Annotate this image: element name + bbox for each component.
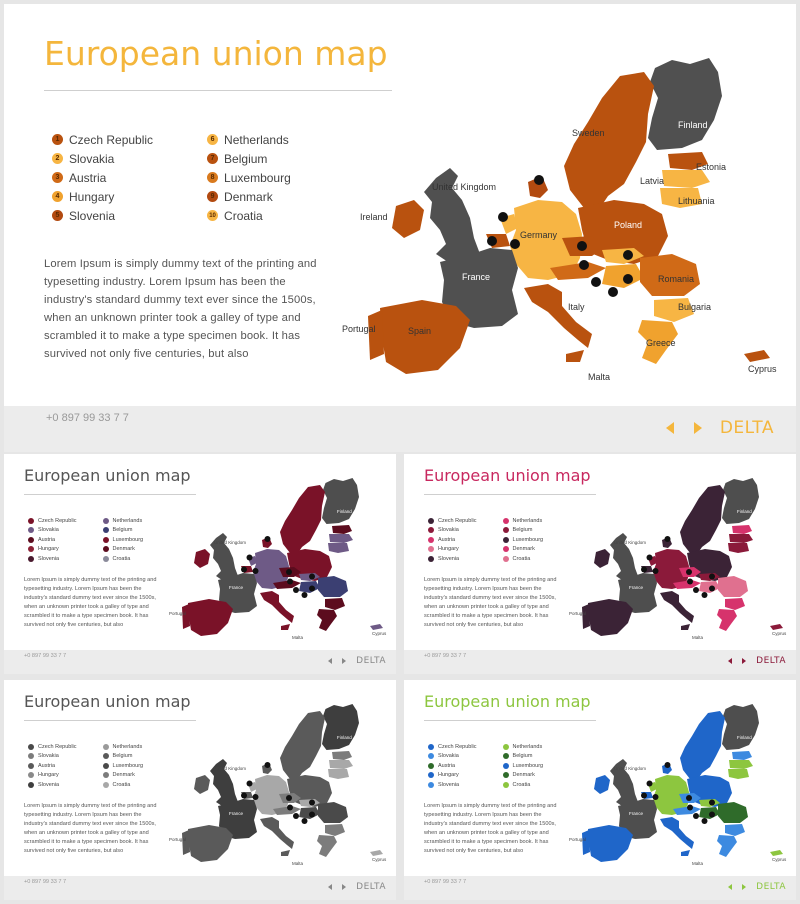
legend-label: Croatia [224, 208, 263, 223]
legend-item [503, 780, 544, 790]
legend-label: Netherlands [112, 743, 143, 750]
label-poland: Poland [614, 220, 643, 230]
label-latvia: Latvia [640, 176, 665, 186]
sicily-region [566, 350, 584, 362]
label-malta: Malta [692, 861, 704, 866]
legend-dot [503, 546, 509, 552]
legend-item [28, 780, 77, 790]
europe-map [169, 704, 394, 869]
finland-region [648, 58, 722, 150]
label-france: France [229, 811, 244, 816]
legend-item [428, 742, 477, 752]
legend-item [28, 535, 77, 545]
right-arrow-icon[interactable] [342, 884, 346, 890]
label-bulgaria: Bulgaria [678, 302, 712, 312]
legend-item [207, 130, 291, 149]
main-title: European union map [44, 34, 388, 73]
legend-label: Denmark [112, 772, 135, 779]
legend-dot [28, 537, 34, 543]
label-finland: Finland [737, 735, 752, 740]
legend [52, 130, 291, 225]
title-rule [44, 90, 392, 91]
legend-label: Netherlands [512, 517, 543, 524]
label-malta: Malta [588, 372, 611, 382]
legend-dot: 7 [207, 153, 218, 164]
legend [428, 742, 543, 790]
legend-label: Czech Republic [69, 132, 154, 147]
label-france: France [629, 585, 644, 590]
legend-item [428, 554, 477, 564]
left-arrow-icon[interactable] [666, 422, 674, 434]
legend-item [503, 554, 544, 564]
label-finland: Finland [737, 509, 752, 514]
thumbnail-slide[interactable] [404, 680, 796, 876]
legend-dot [28, 546, 34, 552]
legend-item [28, 771, 77, 781]
legend-dot: 1 [52, 134, 63, 145]
legend-item [28, 516, 77, 526]
legend-item [52, 187, 153, 206]
label-greece: Greece [646, 338, 676, 348]
legend-label: Netherlands [224, 132, 289, 147]
legend-dot [28, 527, 34, 533]
legend-dot [28, 753, 34, 759]
thumbnail-title: European union map [424, 466, 591, 485]
label-malta: Malta [292, 635, 304, 640]
label-estonia: Estonia [696, 162, 727, 172]
spain-region [380, 300, 470, 374]
legend-label: Slovenia [69, 208, 116, 223]
legend-label: Hungary [69, 189, 115, 204]
legend-label: Luxembourg [512, 536, 544, 543]
legend-label: Belgium [112, 753, 133, 760]
label-cyprus: Cyprus [772, 857, 787, 862]
legend-label: Hungary [438, 546, 459, 553]
legend-dot [428, 744, 434, 750]
portugal-region [368, 310, 384, 360]
legend-dot [428, 518, 434, 524]
europe-map [569, 704, 794, 869]
legend-dot [103, 518, 109, 524]
legend-item [207, 206, 291, 225]
label-lithuania: Lithuania [678, 196, 715, 206]
legend-dot [503, 782, 509, 788]
cyprus-region [744, 350, 770, 362]
legend-label: Netherlands [112, 517, 143, 524]
label-cyprus: Cyprus [372, 857, 387, 862]
brand-logo: DELTA [756, 882, 786, 892]
body-text: Lorem Ipsum is simply dummy text of the printing and typesetting industry. Lorem Ipsum has been the industry's standard dummy text ever since the 1500s, when an unknown printer took a galley of type and scrambled it to make a type specimen book. It has survived not only five centuries, but also [424, 803, 557, 854]
body-text: Lorem Ipsum is simply dummy text of the printing and typesetting industry. Lorem Ipsum has been the industry's standard dummy text ever since the 1500s, when an unknown printer took a galley of type and scrambled it to make a type specimen book. It has survived not only five centuries, but also [24, 803, 157, 854]
thumbnail-title: European union map [24, 692, 191, 711]
legend-item [503, 535, 544, 545]
legend-label: Austria [438, 536, 456, 543]
legend-item [503, 771, 544, 781]
label-portugal: Portugal [569, 611, 586, 616]
legend-label: Belgium [224, 151, 268, 166]
thumbnail-nav [728, 656, 786, 666]
legend-dot: 3 [52, 172, 63, 183]
label-uk: United Kingdom [614, 766, 647, 771]
phone-number: +0 897 99 33 7 7 [24, 653, 67, 659]
legend-item [207, 187, 291, 206]
legend-label: Czech Republic [38, 743, 77, 750]
thumbnail-nav [328, 882, 386, 892]
legend-label: Slovakia [69, 151, 115, 166]
legend-dot [103, 772, 109, 778]
legend-label: Croatia [512, 781, 531, 788]
legend-dot [103, 753, 109, 759]
legend-item [503, 526, 544, 536]
legend-dot [103, 763, 109, 769]
legend-label: Luxembourg [512, 762, 544, 769]
thumbnail-footer [4, 650, 396, 674]
legend-dot [103, 782, 109, 788]
legend-dot [28, 772, 34, 778]
legend-label: Austria [69, 170, 107, 185]
legend-item [28, 761, 77, 771]
ireland-region [392, 200, 424, 238]
legend-dot: 10 [207, 210, 218, 221]
legend-item [103, 526, 144, 536]
legend-dot [503, 744, 509, 750]
label-portugal: Portugal [169, 837, 186, 842]
legend-dot: 6 [207, 134, 218, 145]
legend-item [428, 780, 477, 790]
legend-dot [503, 556, 509, 562]
legend-dot [503, 772, 509, 778]
legend-item [503, 545, 544, 555]
legend-label: Denmark [112, 546, 135, 553]
label-uk: United Kingdom [214, 766, 247, 771]
thumbnail-footer [404, 650, 796, 674]
legend-dot [428, 546, 434, 552]
legend-dot [428, 527, 434, 533]
legend-dot [428, 753, 434, 759]
legend-label: Netherlands [512, 743, 543, 750]
legend-label: Belgium [112, 527, 133, 534]
thumbnail-slide[interactable] [4, 680, 396, 876]
legend-label: Croatia [112, 555, 131, 562]
legend-dot [428, 772, 434, 778]
legend-dot [503, 527, 509, 533]
label-malta: Malta [292, 861, 304, 866]
legend-label: Denmark [224, 189, 273, 204]
legend-item [103, 752, 144, 762]
legend-label: Croatia [512, 555, 531, 562]
title-rule [424, 494, 596, 495]
legend-label: Austria [438, 762, 456, 769]
legend-dot [428, 556, 434, 562]
legend-label: Slovakia [38, 753, 59, 760]
legend-label: Hungary [438, 772, 459, 779]
left-arrow-icon[interactable] [728, 658, 732, 664]
label-france: France [462, 272, 491, 282]
thumbnail-nav [328, 656, 386, 666]
legend-label: Slovakia [438, 753, 459, 760]
thumbnail-title: European union map [24, 466, 191, 485]
legend-dot [503, 537, 509, 543]
legend-item [28, 545, 77, 555]
label-sweden: Sweden [572, 128, 605, 138]
label-finland: Finland [337, 735, 352, 740]
legend-dot [103, 527, 109, 533]
legend-dot [28, 763, 34, 769]
label-malta: Malta [692, 635, 704, 640]
label-portugal: Portugal [342, 324, 376, 334]
label-uk: United Kingdom [614, 540, 647, 545]
legend-item [103, 771, 144, 781]
legend-label: Croatia [112, 781, 131, 788]
legend-item [428, 752, 477, 762]
legend-dot [503, 518, 509, 524]
legend-label: Belgium [512, 527, 533, 534]
legend-label: Slovenia [438, 555, 460, 562]
legend-item [28, 526, 77, 536]
legend-item [428, 545, 477, 555]
legend-dot [28, 556, 34, 562]
thumbnail-slide[interactable] [4, 454, 396, 650]
legend-item [207, 149, 291, 168]
legend-dot [103, 546, 109, 552]
label-cyprus: Cyprus [372, 631, 387, 636]
legend-item [28, 742, 77, 752]
legend-label: Luxembourg [112, 536, 144, 543]
legend-dot: 5 [52, 210, 63, 221]
left-arrow-icon[interactable] [328, 658, 332, 664]
legend-item [428, 516, 477, 526]
legend-dot: 9 [207, 191, 218, 202]
label-france: France [229, 585, 244, 590]
right-arrow-icon[interactable] [742, 658, 746, 664]
right-arrow-icon[interactable] [742, 884, 746, 890]
label-cyprus: Cyprus [748, 364, 777, 374]
phone-number: +0 897 99 33 7 7 [24, 879, 67, 885]
legend-item [103, 780, 144, 790]
legend-dot [428, 782, 434, 788]
legend-item [207, 168, 291, 187]
legend-label: Hungary [38, 772, 59, 779]
legend-label: Slovakia [438, 527, 459, 534]
latvia-region [662, 170, 710, 188]
legend-label: Denmark [512, 772, 535, 779]
legend-dot [103, 556, 109, 562]
legend-item [28, 554, 77, 564]
legend-item [428, 761, 477, 771]
label-uk: United Kingdom [432, 182, 497, 192]
legend-dot [503, 753, 509, 759]
legend [28, 742, 143, 790]
legend [428, 516, 543, 564]
legend-dot: 8 [207, 172, 218, 183]
legend-item [52, 130, 153, 149]
label-finland: Finland [678, 120, 708, 130]
main-nav [666, 418, 774, 438]
legend-item [503, 742, 544, 752]
legend-item [103, 742, 144, 752]
legend-dot [428, 537, 434, 543]
legend-label: Austria [38, 762, 56, 769]
legend-item [503, 752, 544, 762]
legend-dot [28, 782, 34, 788]
legend-item [52, 168, 153, 187]
legend-item [428, 771, 477, 781]
label-germany: Germany [520, 230, 558, 240]
label-spain: Spain [408, 326, 432, 336]
legend-label: Hungary [38, 546, 59, 553]
legend-label: Czech Republic [38, 517, 77, 524]
legend-label: Slovenia [38, 555, 60, 562]
phone-number: +0 897 99 33 7 7 [46, 412, 129, 424]
legend-dot: 4 [52, 191, 63, 202]
legend-dot [503, 763, 509, 769]
right-arrow-icon[interactable] [694, 422, 702, 434]
legend [28, 516, 143, 564]
legend-label: Czech Republic [438, 517, 477, 524]
hungary-region [602, 264, 644, 288]
label-portugal: Portugal [169, 611, 186, 616]
thumbnail-nav [728, 882, 786, 892]
legend-item [428, 526, 477, 536]
legend-item [103, 761, 144, 771]
legend-dot [103, 744, 109, 750]
italy-region [524, 284, 592, 348]
body-text: Lorem Ipsum is simply dummy text of the printing and typesetting industry. Lorem Ipsum has been the industry's standard dummy text ever since the 1500s, when an unknown printer took a galley of type and scrambled it to make a type specimen book. It has survived not only five centuries, but also [24, 577, 157, 628]
legend-label: Belgium [512, 753, 533, 760]
title-rule [24, 494, 196, 495]
brand-logo: DELTA [756, 656, 786, 666]
thumbnail-title: European union map [424, 692, 591, 711]
legend-item [428, 535, 477, 545]
legend-item [52, 206, 153, 225]
legend-item [503, 761, 544, 771]
title-rule [424, 720, 596, 721]
thumbnail-footer [4, 876, 396, 900]
phone-number: +0 897 99 33 7 7 [424, 879, 467, 885]
legend-label: Luxembourg [112, 762, 144, 769]
left-arrow-icon[interactable] [728, 884, 732, 890]
europe-map [342, 58, 792, 388]
label-portugal: Portugal [569, 837, 586, 842]
legend-item [503, 516, 544, 526]
title-rule [24, 720, 196, 721]
label-ireland: Ireland [360, 212, 388, 222]
legend-label: Slovenia [438, 781, 460, 788]
legend-dot: 2 [52, 153, 63, 164]
europe-map [169, 478, 394, 643]
legend-label: Denmark [512, 546, 535, 553]
legend-item [103, 545, 144, 555]
body-text: Lorem Ipsum is simply dummy text of the printing and typesetting industry. Lorem Ipsum has been the industry's standard dummy text ever since the 1500s, when an unknown printer took a galley of type and scrambled it to make a type specimen book. It has survived not only five centuries, but also [424, 577, 557, 628]
thumbnail-footer [404, 876, 796, 900]
brand-logo: DELTA [356, 882, 386, 892]
right-arrow-icon[interactable] [342, 658, 346, 664]
legend-label: Austria [38, 536, 56, 543]
legend-dot [28, 518, 34, 524]
legend-item [28, 752, 77, 762]
legend-label: Czech Republic [438, 743, 477, 750]
legend-label: Slovakia [38, 527, 59, 534]
europe-map [569, 478, 794, 643]
legend-item [103, 554, 144, 564]
sweden-region [564, 72, 654, 208]
legend-dot [103, 537, 109, 543]
main-footer [4, 406, 796, 452]
brand-logo: DELTA [356, 656, 386, 666]
label-romania: Romania [658, 274, 695, 284]
legend-item [103, 535, 144, 545]
legend-item [52, 149, 153, 168]
brand-logo: DELTA [719, 418, 774, 438]
legend-label: Luxembourg [224, 170, 291, 185]
label-uk: United Kingdom [214, 540, 247, 545]
label-finland: Finland [337, 509, 352, 514]
legend-label: Slovenia [38, 781, 60, 788]
left-arrow-icon[interactable] [328, 884, 332, 890]
phone-number: +0 897 99 33 7 7 [424, 653, 467, 659]
body-text: Lorem Ipsum is simply dummy text of the printing and typesetting industry. Lorem Ipsum has been the industry's standard dummy text ever since the 1500s, when an unknown printer took a galley of type and scrambled it to make a type specimen book. It has survived not only five centuries, but also [44, 258, 317, 360]
thumbnail-slide[interactable] [404, 454, 796, 650]
legend-dot [428, 763, 434, 769]
label-cyprus: Cyprus [772, 631, 787, 636]
legend-item [103, 516, 144, 526]
label-france: France [629, 811, 644, 816]
main-slide [4, 4, 796, 406]
label-italy: Italy [568, 302, 585, 312]
legend-dot [28, 744, 34, 750]
